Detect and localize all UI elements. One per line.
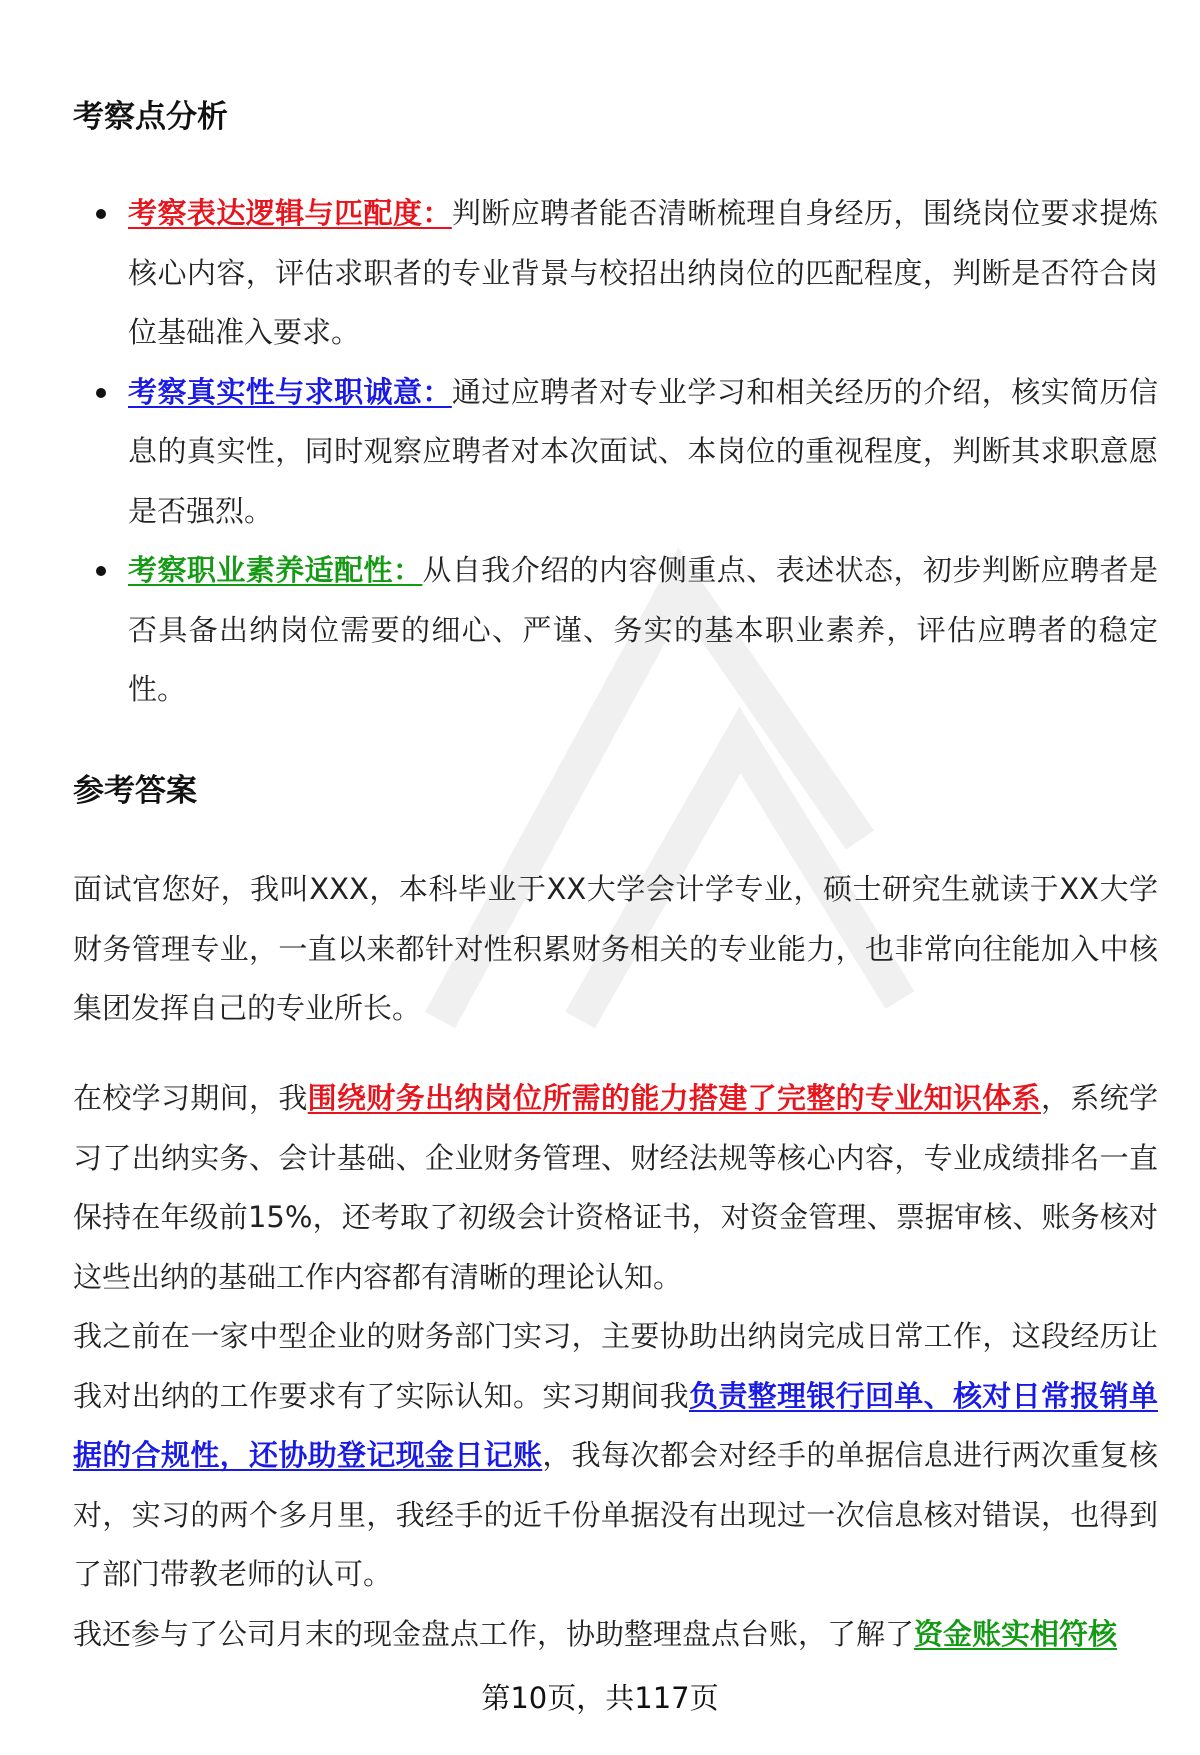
bullet-icon [96,566,106,576]
answer-body [73,1069,1158,1664]
item-text: 通过应聘者对专业学习和相关经历的介绍，核实简历信息的真实性，同时观察应聘者对本次面试、本岗位的重视程度，判断其求职意愿是否强烈。 [128,374,1158,528]
page-number: 第10页，共117页 [481,1681,719,1715]
highlight-red: 围绕财务出纳岗位所需的能力搭建了完整的专业知识体系 [307,1081,1041,1115]
highlight-blue: 负责整理银行回单、核对日常报销单据的合规性，还协助登记现金日记账 [73,1378,1158,1472]
item-text: 判断应聘者能否清晰梳理自身经历，围绕岗位要求提炼核心内容，评估求职者的专业背景与校招出纳岗位的匹配程度，判断是否符合岗位基础准入要求。 [128,196,1158,349]
text: ，系统学习了出纳实务、会计基础、企业财务管理、财经法规等核心内容，专业成绩排名一直保持在年级前15%，还考取了初级会计资格证书，对资金管理、票据审核、账务核对这些出纳的基础工作内容都有清晰的理论认知。 [73,1081,1158,1294]
item-label: 考察真实性与求职诚意： [128,374,452,409]
highlight-green: 资金账实相符核 [914,1616,1118,1651]
section-title-answer: 参考答案 [73,773,197,809]
analysis-list [73,184,1158,720]
text: 我之前在一家中型企业的财务部门实习，主要协助出纳岗完成日常工作，这段经历让我对出纳的工作要求有了实际认知。实习期间我 [73,1319,1158,1413]
text: 我还参与了公司月末的现金盘点工作，协助整理盘点台账，了解了 [73,1616,915,1651]
answer-paragraph-3 [73,1307,1158,1605]
list-item [73,541,1158,720]
item-text: 从自我介绍的内容侧重点、表述状态，初步判断应聘者是否具备出纳岗位需要的细心、严谨、务实的基本职业素养，评估应聘者的稳定性。 [128,553,1158,706]
bullet-icon [96,209,106,219]
text: ，我每次都会对经手的单据信息进行两次重复核对，实习的两个多月里，我经手的近千份单据没有出现过一次信息核对错误，也得到了部门带教老师的认可。 [73,1438,1158,1591]
answer-paragraph-4 [73,1605,1158,1665]
answer-paragraph-1: 面试官您好，我叫XXX，本科毕业于XX大学会计学专业，硕士研究生就读于XX大学财务管理专业，一直以来都针对性积累财务相关的专业能力，也非常向往能加入中核集团发挥自己的专业所长。 [73,872,1158,1025]
item-label: 考察表达逻辑与匹配度： [128,196,452,230]
answer-paragraph-2 [73,1069,1158,1307]
item-label: 考察职业素养适配性： [128,553,423,587]
section-title-analysis: 考察点分析 [73,99,228,135]
text: 在校学习期间，我 [73,1081,308,1115]
bullet-icon [96,388,106,398]
list-item [73,363,1158,542]
list-item [73,184,1158,363]
